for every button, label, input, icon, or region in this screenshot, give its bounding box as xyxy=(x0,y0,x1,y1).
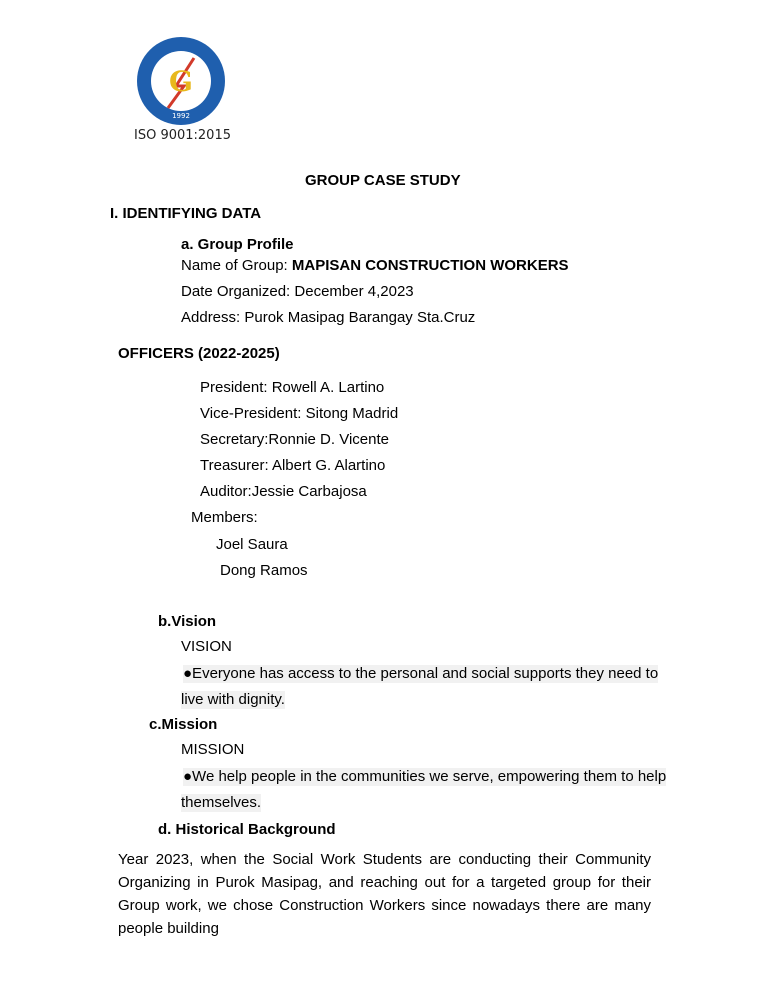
svg-text:1992: 1992 xyxy=(172,112,190,120)
history-paragraph: Year 2023, when the Social Work Students are conducting their Community Organizing in Purok Masipag, and reaching out for a targeted group for their Group work, we chose Construction Workers since nowadays there are many people building xyxy=(118,851,651,937)
vision-label: VISION xyxy=(181,638,232,655)
group-name-value: MAPISAN CONSTRUCTION WORKERS xyxy=(291,257,569,274)
history-heading: d. Historical Background xyxy=(158,821,336,838)
group-name-label: Name of Group: xyxy=(181,257,292,274)
address: Address: Purok Masipag Barangay Sta.Cruz xyxy=(181,309,476,326)
group-profile-heading: a. Group Profile xyxy=(181,236,294,253)
college-logo xyxy=(136,36,226,126)
officer-auditor: Auditor:Jessie Carbajosa xyxy=(200,483,367,500)
group-name xyxy=(181,257,569,275)
officer-vice-president: Vice-President: Sitong Madrid xyxy=(200,405,399,422)
mission-statement: ●We help people in the communities we serve, empowering them to help xyxy=(183,768,667,785)
members-label: Members: xyxy=(191,509,258,526)
iso-certification: ISO 9001:2015 xyxy=(134,128,231,143)
officer-president: President: Rowell A. Lartino xyxy=(200,379,385,396)
date-organized: Date Organized: December 4,2023 xyxy=(181,283,414,300)
officer-treasurer: Treasurer: Albert G. Alartino xyxy=(200,457,386,474)
mission-statement-cont: themselves. xyxy=(181,794,262,811)
vision-heading: b.Vision xyxy=(158,613,217,630)
mission-heading: c.Mission xyxy=(149,716,218,733)
vision-statement: ●Everyone has access to the personal and social supports they need to xyxy=(183,665,659,682)
svg-text:G: G xyxy=(169,65,193,98)
officers-heading: OFFICERS (2022-2025) xyxy=(118,345,280,362)
vision-statement-cont: live with dignity. xyxy=(181,691,285,708)
officer-secretary: Secretary:Ronnie D. Vicente xyxy=(200,431,389,448)
member: Dong Ramos xyxy=(220,562,308,579)
section-heading: I. IDENTIFYING DATA xyxy=(110,205,262,222)
page-title: GROUP CASE STUDY xyxy=(305,172,461,189)
mission-label: MISSION xyxy=(181,741,245,758)
member: Joel Saura xyxy=(216,536,288,553)
